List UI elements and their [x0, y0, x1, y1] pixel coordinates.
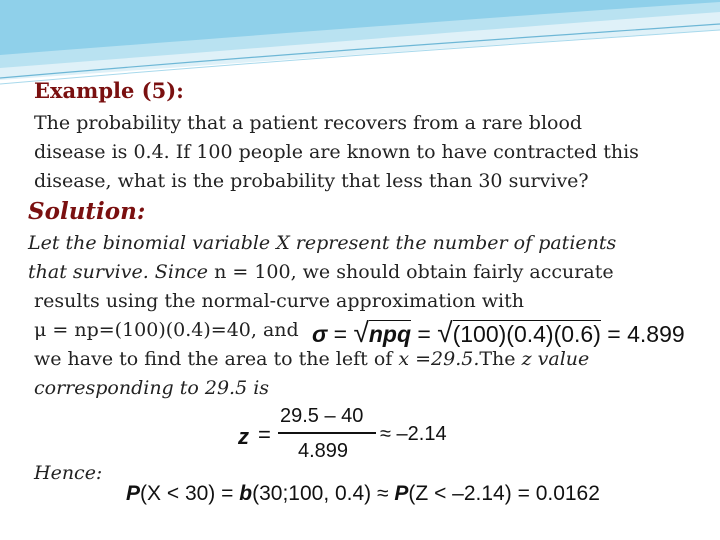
- z-symbol: z: [238, 424, 249, 449]
- solution-heading: Solution:: [28, 198, 146, 225]
- prob-p-1: P: [126, 482, 141, 505]
- solution-line-5: [34, 348, 589, 370]
- fraction-bar: [278, 432, 376, 434]
- binomial-args: (30;100, 0.4): [252, 482, 372, 505]
- approx-symbol: ≈: [377, 482, 389, 505]
- final-eq: =: [221, 482, 234, 505]
- prob-p-2: P: [394, 482, 409, 505]
- decorative-banner: [0, 0, 720, 90]
- sigma-eq-3: =: [607, 321, 621, 347]
- sigma-product: (100)(0.4)(0.6): [452, 321, 601, 347]
- npq-term: npq: [368, 321, 412, 347]
- hence-label: Hence:: [34, 462, 103, 484]
- sigma-eq-1: =: [333, 321, 348, 347]
- binomial-b: b: [239, 482, 253, 505]
- solution-line-2-italic: that survive. Since: [28, 261, 215, 283]
- z-denominator: 4.899: [298, 440, 349, 462]
- problem-line-2: disease is 0.4. If 100 people are known to have contracted this: [34, 141, 639, 163]
- solution-line-6: corresponding to 29.5 is: [34, 377, 270, 399]
- final-result: 0.0162: [535, 482, 600, 505]
- z-result: ≈ –2.14: [380, 423, 447, 445]
- solution-line-2-rest: n = 100, we should obtain fairly accurate: [214, 261, 614, 283]
- sigma-symbol: σ: [312, 321, 328, 347]
- solution-line-2: [28, 261, 614, 283]
- final-formula: [126, 482, 600, 506]
- example-title: Example (5):: [34, 78, 184, 103]
- z-numerator: 29.5 – 40: [280, 405, 364, 427]
- solution-line-5-x: x =29.5.: [398, 348, 480, 370]
- final-rhs: (Z < –2.14): [408, 482, 512, 505]
- final-eq-2: =: [517, 482, 530, 505]
- solution-line-5-start: we have to find the area to the left of: [34, 348, 399, 370]
- problem-line-1: The probability that a patient recovers from a rare blood: [34, 112, 583, 134]
- final-lhs: (X < 30): [140, 482, 216, 505]
- sqrt-symbol-2: √: [437, 317, 453, 348]
- sqrt-symbol: √: [353, 317, 369, 348]
- solution-line-1: Let the binomial variable X represent the number of patients: [28, 232, 617, 254]
- problem-line-3: disease, what is the probability that less than 30 survive?: [34, 170, 589, 192]
- z-eq: =: [258, 422, 271, 447]
- sigma-formula: [312, 317, 685, 349]
- sigma-eq-2: =: [417, 321, 431, 347]
- solution-line-4: μ = np=(100)(0.4)=40, and: [34, 319, 299, 341]
- solution-line-3: results using the normal-curve approximation with: [34, 290, 525, 312]
- solution-line-5-z: z value: [521, 348, 590, 370]
- sigma-result: 4.899: [627, 321, 685, 347]
- solution-line-5-the: The: [479, 348, 522, 370]
